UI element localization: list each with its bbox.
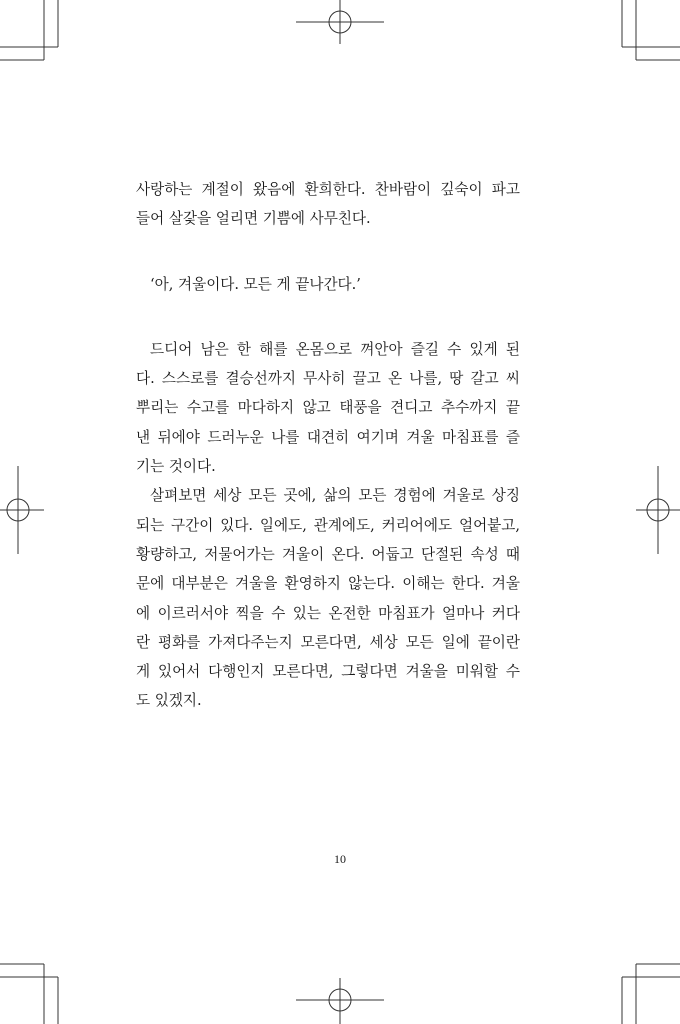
registration-mark-top	[296, 0, 384, 44]
paragraph-gap	[136, 299, 520, 335]
body-text	[136, 175, 520, 716]
registration-mark-bottom	[296, 978, 384, 1024]
text-line: 에 이르러서야 찍을 수 있는 온전한 마침표가 얼마나 커다	[136, 604, 520, 622]
text-line: 살펴보면 세상 모든 곳에, 삶의 모든 경험에 겨울로 상징	[150, 487, 520, 505]
paragraph-gap	[136, 234, 520, 270]
text-line: 도 있겠지.	[136, 692, 202, 710]
text-line: 게 있어서 다행인지 모른다면, 그렇다면 겨울을 미워할 수	[136, 663, 520, 681]
crop-mark-bottom-left	[0, 964, 58, 1024]
text-line: 기는 것이다.	[136, 458, 216, 476]
paragraph	[136, 481, 520, 715]
crop-mark-top-left	[0, 0, 58, 60]
paragraph	[136, 175, 520, 234]
crop-mark-bottom-right	[622, 964, 680, 1024]
text-line: 문에 대부분은 겨울을 환영하지 않는다. 이해는 한다. 겨울	[136, 575, 520, 593]
text-line: 란 평화를 가져다주는지 모른다면, 세상 모든 일에 끝이란	[136, 633, 520, 651]
text-line: 사랑하는 계절이 왔음에 환희한다. 찬바람이 깊숙이 파고	[136, 181, 520, 198]
page-number: 10	[334, 852, 346, 866]
text-line: 황량하고, 저물어가는 겨울이 온다. 어둡고 단절된 속성 때	[136, 545, 520, 563]
text-line: 낸 뒤에야 드러누운 나를 대견히 여기며 겨울 마침표를 즐	[136, 428, 520, 446]
registration-mark-right	[636, 466, 680, 554]
text-line: 되는 구간이 있다. 일에도, 관계에도, 커리어에도 얼어붙고,	[136, 516, 520, 534]
text-line: 뿌리는 수고를 마다하지 않고 태풍을 견디고 추수까지 끝	[136, 399, 520, 417]
text-line: 들어 살갗을 얼리면 기쁨에 사무친다.	[136, 210, 371, 228]
quote-line: ‘아, 겨울이다. 모든 게 끝나간다.’	[150, 275, 361, 293]
text-line: 다. 스스로를 결승선까지 무사히 끌고 온 나를, 땅 갈고 씨	[136, 370, 520, 388]
paragraph	[136, 335, 520, 481]
text-line: 드디어 남은 한 해를 온몸으로 껴안아 즐길 수 있게 된	[150, 340, 520, 358]
crop-mark-top-right	[622, 0, 680, 60]
quote-paragraph	[136, 270, 520, 299]
registration-mark-left	[0, 466, 44, 554]
